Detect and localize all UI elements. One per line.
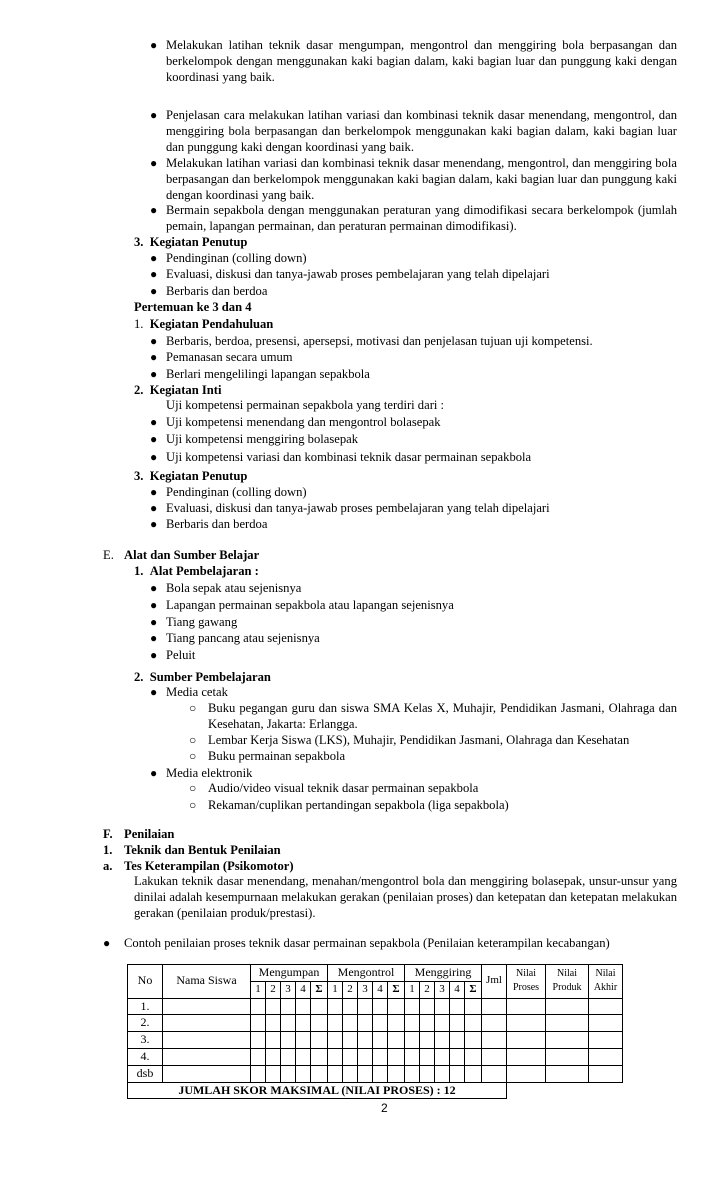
contoh-penilaian-text: Contoh penilaian proses teknik dasar permainan sepakbola (Penilaian keterampilan kecabangan) — [124, 936, 610, 950]
section-title: Penilaian — [124, 827, 175, 841]
section-letter: F. — [103, 827, 113, 841]
list-item: ○ Lembar Kerja Siswa (LKS), Muhajir, Pendidikan Jasmani, Olahraga dan Kesehatan — [189, 733, 630, 747]
subsection-title: Tes Keterampilan (Psikomotor) — [124, 859, 294, 873]
section-letter: E. — [103, 548, 114, 562]
sumber-heading: 2. Sumber Pembelajaran — [134, 670, 271, 684]
list-item: ● Bermain sepakbola dengan menggunakan peraturan yang dimodifikasi secara berkelompok (jumlah pemain, lapangan permainan, dan peraturan permainan dimodifikasi). — [150, 203, 677, 233]
list-item: ● Berbaris dan berdoa — [150, 517, 268, 531]
subsection-title: Teknik dan Bentuk Penilaian — [124, 843, 281, 857]
kegiatan-inti-intro: Uji kompetensi permainan sepakbola yang terdiri dari : — [166, 398, 445, 412]
kegiatan-inti-heading: 2. Kegiatan Inti — [134, 383, 222, 397]
list-item: ● Peluit — [150, 648, 196, 662]
table-row: dsb — [128, 1065, 623, 1082]
page-number: 2 — [381, 1101, 388, 1115]
table-row: 4. — [128, 1048, 623, 1065]
col-group-header: Mengumpan — [251, 965, 328, 982]
subsection-letter: a. — [103, 859, 113, 873]
list-item: ○ Buku permainan sepakbola — [189, 749, 346, 763]
list-item: ● Penjelasan cara melakukan latihan variasi dan kombinasi teknik dasar menendang, mengontrol, dan menggiring bola berpasangan dan berkelompok menggunakan kaki bagian dalam, kaki bagian luar dan punggung kaki dengan koordinasi yang baik. — [150, 108, 677, 154]
kegiatan-pendahuluan-heading: 1. Kegiatan Pendahuluan — [134, 317, 274, 331]
col-group-header: Menggiring — [405, 965, 482, 982]
col-header-jml: Jml — [482, 965, 507, 999]
list-item: ● Tiang pancang atau sejenisnya — [150, 631, 320, 645]
kegiatan-penutup-heading: 3. Kegiatan Penutup — [134, 235, 248, 249]
list-item: ● Bola sepak atau sejenisnya — [150, 581, 302, 595]
list-item: ● Uji kompetensi menendang dan mengontrol bolasepak — [150, 415, 441, 429]
list-item: ● Pendinginan (colling down) — [150, 485, 307, 499]
col-group-header: Mengontrol — [328, 965, 405, 982]
list-item: ● Media elektronik — [150, 766, 253, 780]
list-item: ● Evaluasi, diskusi dan tanya-jawab proses pembelajaran yang telah dipelajari — [150, 501, 550, 515]
list-item: ● Uji kompetensi menggiring bolasepak — [150, 432, 359, 446]
table-row: 3. — [128, 1032, 623, 1049]
list-item: ● Melakukan latihan teknik dasar mengumpan, mengontrol dan menggiring bola berpasangan dan berkelompok dengan menggunakan kaki bagian dalam, kaki bagian luar dan punggung kaki dengan koordinasi yang baik. — [150, 38, 677, 84]
list-item: ○ Audio/video visual teknik dasar permainan sepakbola — [189, 781, 479, 795]
col-header-nilai-proses: Nilai Proses — [507, 965, 546, 999]
table-footer: JUMLAH SKOR MAKSIMAL (NILAI PROSES) : 12 — [128, 1082, 507, 1099]
list-item: ● Melakukan latihan variasi dan kombinasi teknik dasar menendang, mengontrol, dan menggiring bola berpasangan dan berkelompok menggunakan kaki bagian dalam, kaki bagian luar dan punggung kaki dengan koordinasi yang baik. — [150, 156, 677, 202]
table-row: 1. — [128, 998, 623, 1015]
bullet-icon: ● — [103, 936, 111, 950]
assessment-table — [127, 964, 623, 1099]
sub-header-row: 1 2 3 4 Σ 1 2 3 4 Σ 1 2 3 4 Σ — [128, 981, 623, 998]
section-title: Alat dan Sumber Belajar — [124, 548, 260, 562]
col-header-nilai-akhir: Nilai Akhir — [589, 965, 623, 999]
list-item: ○ Buku pegangan guru dan siswa SMA Kelas X, Muhajir, Pendidikan Jasmani, Olahraga dan Kesehatan, Jakarta: Erlangga. — [189, 701, 677, 731]
list-item: ● Berlari mengelilingi lapangan sepakbola — [150, 367, 370, 381]
col-header-no: No — [128, 965, 163, 999]
col-header-nama: Nama Siswa — [163, 965, 251, 999]
col-header-nilai-produk: Nilai Produk — [546, 965, 589, 999]
kegiatan-penutup-heading: 3. Kegiatan Penutup — [134, 469, 248, 483]
list-item: ● Evaluasi, diskusi dan tanya-jawab proses pembelajaran yang telah dipelajari — [150, 267, 550, 281]
table-row: 2. — [128, 1015, 623, 1032]
list-item: ● Media cetak — [150, 685, 228, 699]
list-item: ● Tiang gawang — [150, 615, 238, 629]
list-item: ○ Rekaman/cuplikan pertandingan sepakbola (liga sepakbola) — [189, 798, 509, 812]
list-item: ● Uji kompetensi variasi dan kombinasi teknik dasar permainan sepakbola — [150, 450, 532, 464]
alat-heading: 1. Alat Pembelajaran : — [134, 564, 259, 578]
list-item: ● Pemanasan secara umum — [150, 350, 293, 364]
list-item: ● Lapangan permainan sepakbola atau lapangan sejenisnya — [150, 598, 454, 612]
penilaian-paragraph: Lakukan teknik dasar menendang, menahan/mengontrol bola dan menggiring bolasepak, unsur-unsur yang dinilai adalah kesempurnaan melakukan gerakan (penilaian proses) dan ketepatan dan ketepatan melakukan gerakan (penilaian produk/prestasi). — [134, 874, 677, 920]
table-footer-row — [128, 1082, 623, 1099]
pertemuan-heading: Pertemuan ke 3 dan 4 — [134, 300, 252, 314]
list-item: ● Pendinginan (colling down) — [150, 251, 307, 265]
subsection-number: 1. — [103, 843, 113, 857]
list-item: ● Berbaris, berdoa, presensi, apersepsi, motivasi dan penjelasan tujuan uji kompetensi. — [150, 334, 593, 348]
list-item: ● Berbaris dan berdoa — [150, 284, 268, 298]
